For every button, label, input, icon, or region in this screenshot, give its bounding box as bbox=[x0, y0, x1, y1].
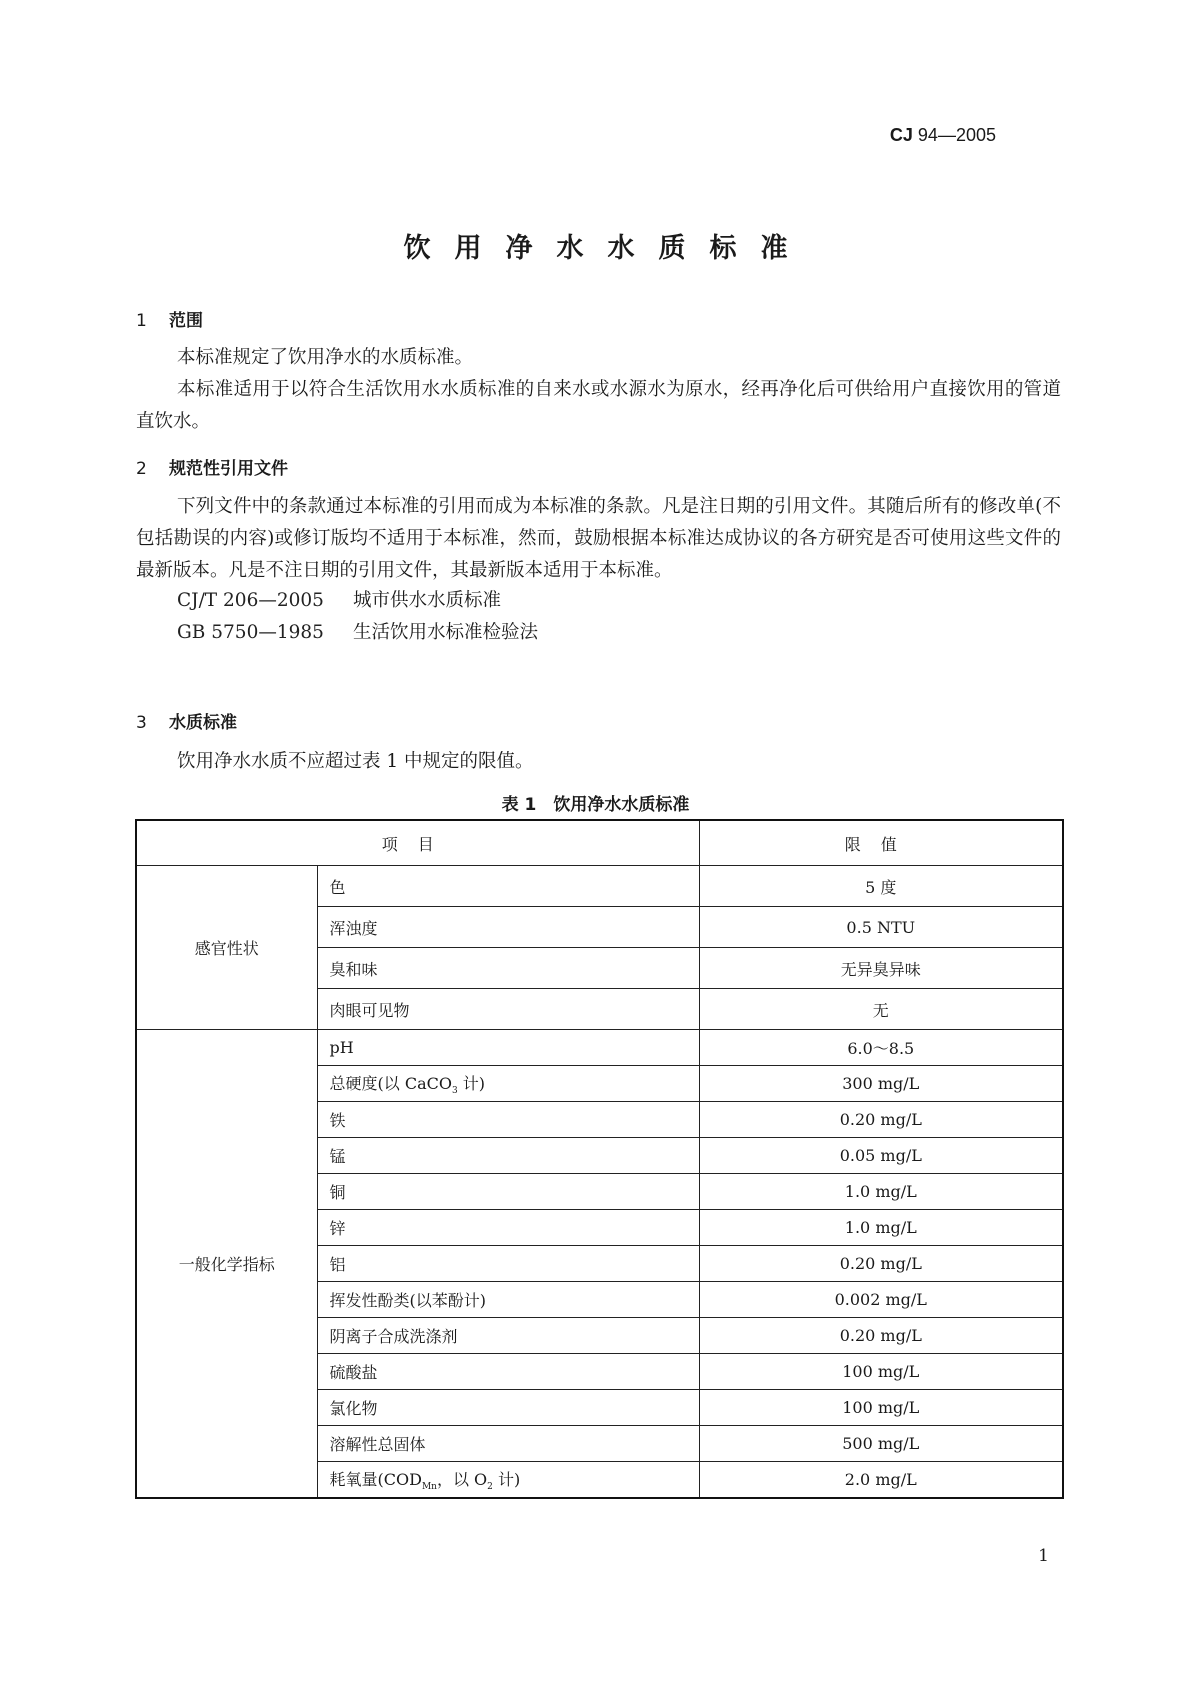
section-3-heading bbox=[136, 708, 237, 733]
item-text-mid: ，以 O bbox=[436, 1469, 488, 1489]
item-cell: 阴离子合成洗涤剂 bbox=[317, 1318, 699, 1354]
item-cell: 锌 bbox=[317, 1210, 699, 1246]
limit-cell: 500 mg/L bbox=[699, 1426, 1063, 1462]
item-cell: 铝 bbox=[317, 1246, 699, 1282]
item-cell: 铜 bbox=[317, 1174, 699, 1210]
standard-code bbox=[890, 125, 996, 146]
item-cell: 铁 bbox=[317, 1102, 699, 1138]
reference-name: 城市供水水质标准 bbox=[353, 590, 502, 611]
limit-cell: 5 度 bbox=[699, 866, 1063, 907]
limit-cell: 0.20 mg/L bbox=[699, 1318, 1063, 1354]
item-cell: 肉眼可见物 bbox=[317, 989, 699, 1030]
item-subscript-2: 2 bbox=[487, 1482, 493, 1493]
item-cell: 硫酸盐 bbox=[317, 1354, 699, 1390]
standard-number: 94—2005 bbox=[917, 125, 996, 145]
item-text: 总硬度(以 CaCO bbox=[329, 1073, 452, 1093]
item-cell: 色 bbox=[317, 866, 699, 907]
section-title: 规范性引用文件 bbox=[169, 459, 288, 479]
limit-cell: 0.05 mg/L bbox=[699, 1138, 1063, 1174]
reference-code: CJ/T 206—2005 bbox=[177, 590, 324, 611]
item-cell bbox=[317, 1462, 699, 1499]
item-cell: 锰 bbox=[317, 1138, 699, 1174]
limit-cell: 1.0 mg/L bbox=[699, 1210, 1063, 1246]
section-1-paragraph-1: 本标准规定了饮用净水的水质标准。 bbox=[177, 347, 474, 368]
reference-1 bbox=[177, 586, 501, 612]
limit-cell: 300 mg/L bbox=[699, 1066, 1063, 1102]
table-row bbox=[136, 866, 1063, 907]
table-header-row bbox=[136, 820, 1063, 866]
section-1-paragraph-2: 本标准适用于以符合生活饮用水水质标准的自来水或水源水为原水，经再净化后可供给用户直接饮用的管道直饮水。 bbox=[136, 379, 1061, 432]
category-cell: 感官性状 bbox=[136, 866, 317, 1030]
page-number: 1 bbox=[1038, 1546, 1049, 1566]
section-number: 3 bbox=[136, 713, 147, 733]
limit-cell: 0.20 mg/L bbox=[699, 1246, 1063, 1282]
limit-cell: 无 bbox=[699, 989, 1063, 1030]
item-text-tail: 计) bbox=[457, 1073, 486, 1093]
section-title: 范围 bbox=[169, 311, 203, 331]
item-text: 耗氧量(COD bbox=[329, 1469, 422, 1489]
item-subscript: Mn bbox=[421, 1482, 437, 1493]
item-cell: 氯化物 bbox=[317, 1390, 699, 1426]
section-1-heading bbox=[136, 306, 203, 331]
limit-cell: 1.0 mg/L bbox=[699, 1174, 1063, 1210]
limit-cell: 100 mg/L bbox=[699, 1390, 1063, 1426]
limit-cell: 6.0～8.5 bbox=[699, 1030, 1063, 1066]
header-item: 项目 bbox=[136, 820, 699, 866]
limit-cell: 无异臭异味 bbox=[699, 948, 1063, 989]
limit-cell: 0.5 NTU bbox=[699, 907, 1063, 948]
item-text-tail: 计) bbox=[492, 1469, 521, 1489]
item-cell: 臭和味 bbox=[317, 948, 699, 989]
reference-name: 生活饮用水标准检验法 bbox=[353, 622, 539, 643]
section-3-paragraph-1: 饮用净水水质不应超过表 1 中规定的限值。 bbox=[177, 751, 534, 772]
standard-prefix: CJ bbox=[889, 125, 913, 145]
section-number: 2 bbox=[136, 459, 147, 479]
section-2-paragraph-1: 下列文件中的条款通过本标准的引用而成为本标准的条款。凡是注日期的引用文件。其随后所有的修改单(不包括勘误的内容)或修订版均不适用于本标准，然而，鼓励根据本标准达成协议的各方研究是否可使用这些文件的最新版本。凡是不注日期的引用文件，其最新版本适用于本标准。 bbox=[136, 496, 1061, 581]
item-cell: pH bbox=[317, 1030, 699, 1066]
water-quality-table bbox=[135, 819, 1064, 1499]
limit-cell: 0.002 mg/L bbox=[699, 1282, 1063, 1318]
item-cell: 挥发性酚类(以苯酚计) bbox=[317, 1282, 699, 1318]
section-title: 水质标准 bbox=[169, 713, 237, 733]
limit-cell: 0.20 mg/L bbox=[699, 1102, 1063, 1138]
category-cell: 一般化学指标 bbox=[136, 1030, 317, 1499]
reference-2 bbox=[177, 618, 538, 644]
table-row bbox=[136, 1030, 1063, 1066]
section-2-heading bbox=[136, 454, 288, 479]
section-number: 1 bbox=[136, 311, 147, 331]
item-cell: 溶解性总固体 bbox=[317, 1426, 699, 1462]
item-cell bbox=[317, 1066, 699, 1102]
header-limit: 限值 bbox=[699, 820, 1063, 866]
item-cell: 浑浊度 bbox=[317, 907, 699, 948]
limit-cell: 2.0 mg/L bbox=[699, 1462, 1063, 1499]
table-caption: 表 1 饮用净水水质标准 bbox=[501, 795, 690, 815]
limit-cell: 100 mg/L bbox=[699, 1354, 1063, 1390]
item-subscript: 3 bbox=[451, 1086, 458, 1097]
document-title: 饮用净水水质标准 bbox=[403, 233, 812, 264]
reference-code: GB 5750—1985 bbox=[177, 622, 324, 643]
